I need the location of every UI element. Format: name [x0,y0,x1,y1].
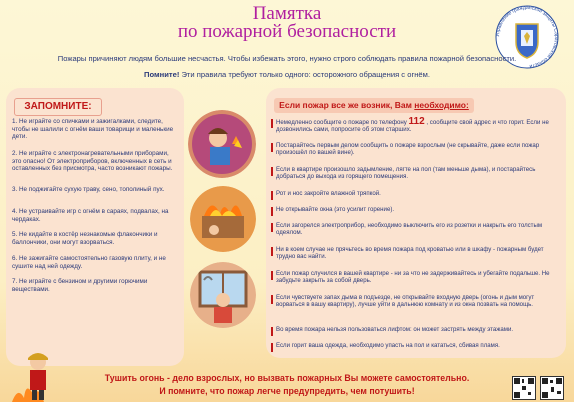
item1-text-post: , сообщите свой адрес и что горит. Если не дозвонились сами, попросите об этом старших. [276,119,549,134]
list-item: Если в квартире произошло задымление, лягте на пол (там меньше дыма), и постарайтесь добраться до выхода из горящего помещения. [276,166,558,181]
list-item: 5. Не кидайте в костёр незнакомые флакончики и баллончики, они могут взорваться. [12,231,158,246]
list-item: Не открывайте окна (это усилит горение). [276,206,558,213]
remember-label: Помните! [144,70,180,79]
fire-actions-heading [274,98,474,113]
emergency-number: 112 [408,116,425,127]
list-item: 4. Не устраивайте игр с огнём в сараях, подвалах, на чердаках. [12,208,169,223]
necessary-text: необходимо: [414,100,469,110]
qr-code-icon [540,376,564,400]
list-item: 6. Не зажигайте самостоятельно газовую плиту, и не сушите над ней одежду. [12,255,166,270]
fire-actions-heading-text: Если пожар все же возник, Вам [279,100,415,110]
list-item: Если горит ваша одежда, необходимо упасть на пол и кататься, сбивая пламя. [276,342,558,349]
list-item: Рот и нос закройте влажной тряпкой. [276,190,558,197]
list-item: Если пожар случился в вашей квартире - ни за что не задерживайтесь и убегайте подальше. Не забудьте закрыть за собой дверь. [276,270,558,285]
page-subtitle: по пожарной безопасности [177,21,397,42]
emblem-text: Управление гражданской защиты Саратовской области [494,4,560,69]
list-item: Ни в коем случае не прячьтесь во время пожара под кроватью или в шкафу - пожарным будет трудно вас найти. [276,246,558,261]
child-at-window-illustration [190,262,256,328]
footer-line-1: Тушить огонь - дело взрослых, но вызвать пожарных Вы можете самостоятельно. [104,373,470,383]
qr-code-icon [512,376,536,400]
burning-room-illustration [190,186,256,252]
list-item [276,118,558,134]
remember-heading: ЗАПОМНИТЕ: [14,98,102,116]
child-playing-matches-illustration [188,110,256,178]
item1-text-pre: Немедленно сообщите о пожаре по телефону [276,119,409,126]
list-item: 2. Не играйте с электронагревательными приборами, это опасно! От электроприборов, включенных в сеть и оставленных без присмотра, часто возникают пожары. [12,150,173,173]
list-item: Постарайтесь первым делом сообщить о пожаре взрослым (не скрывайте, даже если пожар произошёл по вашей вине). [276,142,558,157]
page-title: Памятка [252,3,322,24]
list-item: Во время пожара нельзя пользоваться лифтом: он может застрять между этажами. [276,326,558,333]
list-item: Если загорелся электроприбор, необходимо выключить его из розетки и накрыть его толстым одеялом. [276,222,558,237]
list-item: 3. Не поджигайте сухую траву, сено, тополиный пух. [12,186,165,193]
intro-text: Пожары причиняют людям большие несчастья. Чтобы избежать этого, нужно строго соблюдать правила пожарной безопасности. [57,54,517,63]
list-item: 1. Не играйте со спичками и зажигалками, следите, чтобы не шалили с огнём ваши товарищи и маленькие дети. [12,118,174,141]
list-item: Если чувствуете запах дыма в подъезде, не открывайте входную дверь (огонь и дым могут ворваться в вашу квартиру), лучше уйти в дальнюю комнату и из окна позвать на помощь. [276,294,558,309]
remember-text: Эти правила требуют только одного: осторожного обращения с огнём. [179,70,430,79]
intro-remember [12,70,562,80]
list-item: 7. Не играйте с бензином и другими горючими веществами. [12,278,148,293]
footer-line-2: И помните, что пожар легче предупредить, чем потушить! [159,386,415,396]
